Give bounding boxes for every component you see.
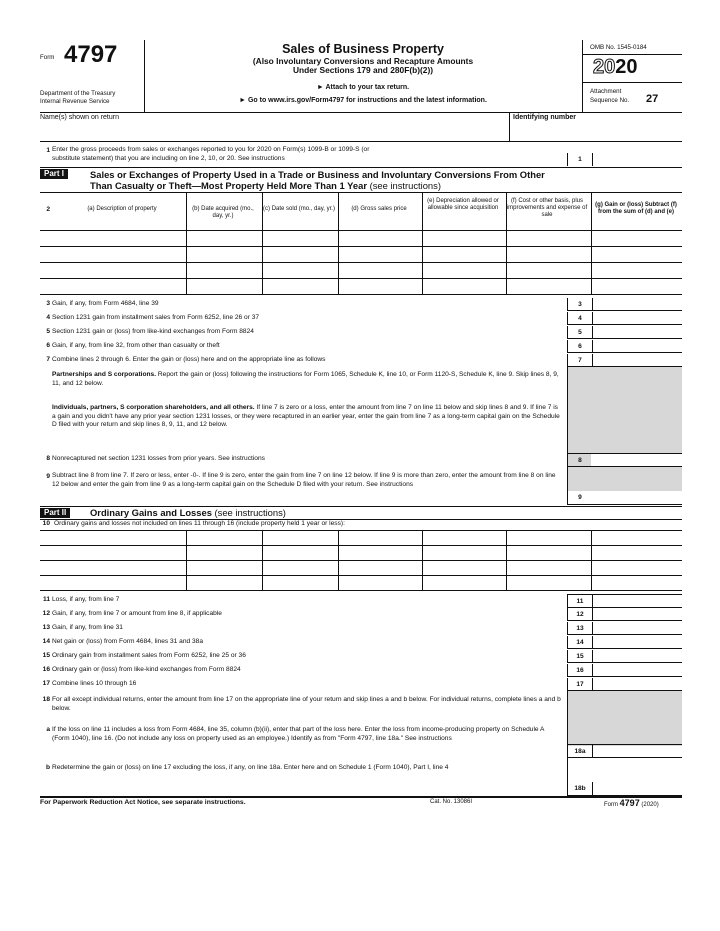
line-13-number: 13 [42,624,50,631]
line-4 [40,312,682,325]
line-1-box: 1 [567,153,593,166]
line-11-text: Loss, if any, from line 7 [52,596,120,603]
line-15-number: 15 [42,652,50,659]
identifying-number-label: Identifying number [513,114,576,121]
part-1-header [40,167,682,193]
line-15-amount[interactable] [591,650,682,663]
line-12-amount[interactable] [591,608,682,621]
line-6-number: 6 [46,342,50,349]
line-7-number: 7 [46,356,50,363]
attach-instruction: ► Attach to your tax return. [316,84,410,91]
line-9-box: 9 [567,491,593,505]
line-12-number: 12 [42,610,50,617]
line-15-box: 15 [567,650,593,663]
partnerships-paragraph [52,371,562,388]
part-2-header [40,506,682,520]
line-10-text: Ordinary gains and losses not included on lines 11 through 16 (include property held 1 year or less): [54,520,345,527]
line-11-box: 11 [567,594,593,608]
line-4-box: 4 [567,312,593,325]
name-input[interactable] [40,123,508,140]
form-footer [40,799,682,811]
line-14-box: 14 [567,636,593,649]
table-row[interactable] [40,546,682,560]
footer-form-number: 4797 [619,798,640,808]
line-7-amount[interactable] [591,354,682,367]
part-2-title [90,507,286,518]
tax-year-outline: 20 [593,56,616,78]
line-18b-letter: b [45,764,50,771]
line-15 [40,650,682,663]
line-2-table [40,192,682,295]
col-f-header: (f) Cost or other basis, plus improvements and expense of sale [506,198,588,218]
line-5-text: Section 1231 gain or (loss) from like-kind exchanges from Form 8824 [52,328,254,335]
line-18a-letter: a [46,726,50,733]
col-e-header: (e) Depreciation allowed or allowable since acquisition [427,198,499,211]
line-14 [40,636,682,649]
line-18a [40,722,682,756]
individuals-paragraph [52,404,562,430]
form-header [40,40,682,113]
line-6-box: 6 [567,340,593,353]
col-a-header: (a) Description of property [87,206,157,212]
part-2-title-bold: Ordinary Gains and Losses [90,507,212,518]
part-1-title-2-bold: Than Casualty or Theft—Most Property Held More Than 1 Year [90,180,367,191]
dept-irs: Internal Revenue Service [40,98,110,105]
line-3-box: 3 [567,298,593,311]
line-13-amount[interactable] [591,622,682,635]
line-17 [40,678,682,691]
form-subtitle-2: Under Sections 179 and 280F(b)(2)) [292,65,434,75]
omb-number: OMB No. 1545-0184 [590,44,647,51]
table-row[interactable] [40,279,682,294]
line-8-number: 8 [46,455,50,462]
line-4-number: 4 [46,314,50,321]
line-7-text: Combine lines 2 through 6. Enter the gain or (loss) here and on the appropriate line as follows [52,356,326,363]
line-8 [40,453,682,466]
irs-url-instruction: ► Go to www.irs.gov/Form4797 for instructions and the latest information. [239,97,487,104]
name-label: Name(s) shown on return [40,114,119,121]
line-16-amount[interactable] [591,664,682,677]
table-row[interactable] [40,231,682,246]
line-1-text-1: Enter the gross proceeds from sales or exchanges reported to you for 2020 on Form(s) 1099-B or 1099-S (or [52,146,370,153]
line-17-text: Combine lines 10 through 16 [52,680,137,687]
line-9 [40,469,682,505]
line-16-box: 16 [567,664,593,677]
line-8-amount[interactable] [591,453,682,467]
line-12-box: 12 [567,608,593,621]
line-16-number: 16 [42,666,50,673]
line-18b [40,758,682,798]
line-6 [40,340,682,353]
form-number: 4797 [64,41,118,68]
form-subtitle-1: (Also Involuntary Conversions and Recapture Amounts [252,56,474,66]
name-row [40,113,682,142]
line-9-number: 9 [46,473,50,480]
line-9-text: Subtract line 8 from line 7. If zero or less, enter -0-. If line 9 is zero, enter the gain from line 7 on line 12 below. If line 9 is more than zero, enter the amount from line 8 on line 12 below and enter the gain from line 9 as a long-term capital gain on the Schedule D filed with your return. See instructions [52,472,556,488]
part-2-title-suffix: (see instructions) [214,507,286,518]
line-10-number: 10 [42,520,50,527]
table-row[interactable] [40,531,682,545]
line-11-number: 11 [43,596,50,603]
partnerships-text: Report the gain or (loss) following the instructions for Form 1065, Schedule K, line 10, or Form 1120-S, Schedule K, line 9. Skip lines 8, 9, 11, and 12 below. [52,371,559,387]
line-6-text: Gain, if any, from line 32, from other than casualty or theft [52,342,220,349]
line-5 [40,326,682,339]
line-18-text: For all except individual returns, enter the amount from line 17 on the appropriate line of your return and skip lines a and b below. For individual returns, complete lines a and b below. [52,696,561,712]
line-18a-text: If the loss on line 11 includes a loss from Form 4684, line 35, column (b)(ii), enter that part of the loss here. Enter the loss from income-producing property on Schedule A (Form 1040), line 16. (Do not include any loss on property used as an employee.) Identify as from "Form 4797, line 18a." See instructions [52,726,545,742]
tax-year [593,56,638,78]
individuals-bold: Individuals, partners, S corporation shareholders, and all others. [52,404,255,411]
line-16-text: Ordinary gain or (loss) from like-kind exchanges from Form 8824 [52,666,241,673]
line-18a-amount[interactable] [592,744,682,758]
line-3-number: 3 [46,300,50,307]
part-1-label: Part I [40,169,68,179]
part-2-label: Part II [40,508,70,518]
line-5-number: 5 [46,328,50,335]
line-18a-box: 18a [567,744,593,758]
form-word: Form [40,54,55,61]
col-b-header: (b) Date acquired (mo., day, yr.) [192,206,254,219]
line-16 [40,664,682,677]
part-1-title-2 [90,180,441,191]
dept-treasury: Department of the Treasury [40,90,116,97]
sequence-number: 27 [646,93,659,105]
line-12-text: Gain, if any, from line 7 or amount from line 8, if applicable [52,610,222,617]
col-c-header: (c) Date sold (mo., day, yr.) [263,206,335,212]
paperwork-notice: For Paperwork Reduction Act Notice, see separate instructions. [40,799,246,806]
footer-form-id [604,798,659,808]
line-4-amount[interactable] [591,312,682,325]
line-18-number: 18 [42,696,50,703]
line-13-text: Gain, if any, from line 31 [52,624,123,631]
individuals-text: If line 7 is zero or a loss, enter the amount from line 7 on line 11 below and skip lines 8 and 9. If line 7 is a gain and you didn't have any prior year section 1231 losses, or they were recaptured in an earlier year, enter the gain from line 7 as a long-term capital gain on the Schedule D filed with your return and skip lines 8, 9, 11, and 12 below. [52,404,560,429]
line-17-number: 17 [42,680,50,687]
line-7 [40,354,682,367]
line-18b-box: 18b [567,782,593,796]
table-row[interactable] [40,263,682,278]
line-5-box: 5 [567,326,593,339]
line-3 [40,298,682,311]
sequence-label: Sequence No. [590,97,630,104]
line-15-text: Ordinary gain from installment sales from Form 6252, line 25 or 36 [52,652,246,659]
form-title: Sales of Business Property [282,42,444,56]
catalog-number: Cat. No. 13086I [430,799,473,805]
line-6-amount[interactable] [591,340,682,353]
line-14-number: 14 [42,638,50,645]
line-5-amount[interactable] [591,326,682,339]
line-17-box: 17 [567,678,593,691]
line-11-amount[interactable] [591,594,682,608]
line-13-box: 13 [567,622,593,635]
table-row[interactable] [40,561,682,575]
identifying-number-input[interactable] [510,123,682,140]
line-14-text: Net gain or (loss) from Form 4684, lines 31 and 38a [52,638,203,645]
line-1-number: 1 [46,147,50,154]
table-row[interactable] [40,576,682,590]
col-d-header: (d) Gross sales price [351,206,407,212]
tax-year-bold: 20 [615,56,638,78]
partnerships-bold: Partnerships and S corporations. [52,371,157,378]
line-8-text: Nonrecaptured net section 1231 losses from prior years. See instructions [52,455,265,462]
line-1 [40,141,682,167]
line-18b-text: Redetermine the gain or (loss) on line 17 excluding the loss, if any, on line 18a. Enter here and on Schedule 1 (Form 1040), Part I, line 4 [52,764,449,771]
line-2-number: 2 [46,206,50,213]
line-17-amount[interactable] [591,678,682,691]
line-12 [40,608,682,621]
line-1-text-2: substitute statement) that you are including on line 2, 10, or 20. See instructions [52,154,285,162]
line-3-text: Gain, if any, from Form 4684, line 39 [52,300,159,307]
footer-form-word: Form [604,802,618,808]
line-10-table [40,519,682,591]
line-9-amount[interactable] [592,491,682,505]
line-18b-amount[interactable] [592,782,682,796]
line-11 [40,594,682,607]
line-8-box: 8 [567,453,593,467]
line-3-amount[interactable] [591,298,682,311]
part-1-title-2-suffix: (see instructions) [369,180,441,191]
line-4-text: Section 1231 gain from installment sales from Form 6252, line 26 or 37 [52,314,260,321]
line-7-box: 7 [567,354,593,367]
line-14-amount[interactable] [591,636,682,649]
line-13 [40,622,682,635]
part-1-title-1: Sales or Exchanges of Property Used in a Trade or Business and Involuntary Conversions From Other [90,169,545,180]
line-1-amount[interactable] [592,141,682,167]
col-g-header: (g) Gain or (loss) Subtract (f) from the sum of (d) and (e) [595,202,677,215]
table-row[interactable] [40,247,682,262]
attachment-label: Attachment [590,88,622,95]
footer-year: (2020) [641,802,659,808]
line-1-text [52,146,562,163]
